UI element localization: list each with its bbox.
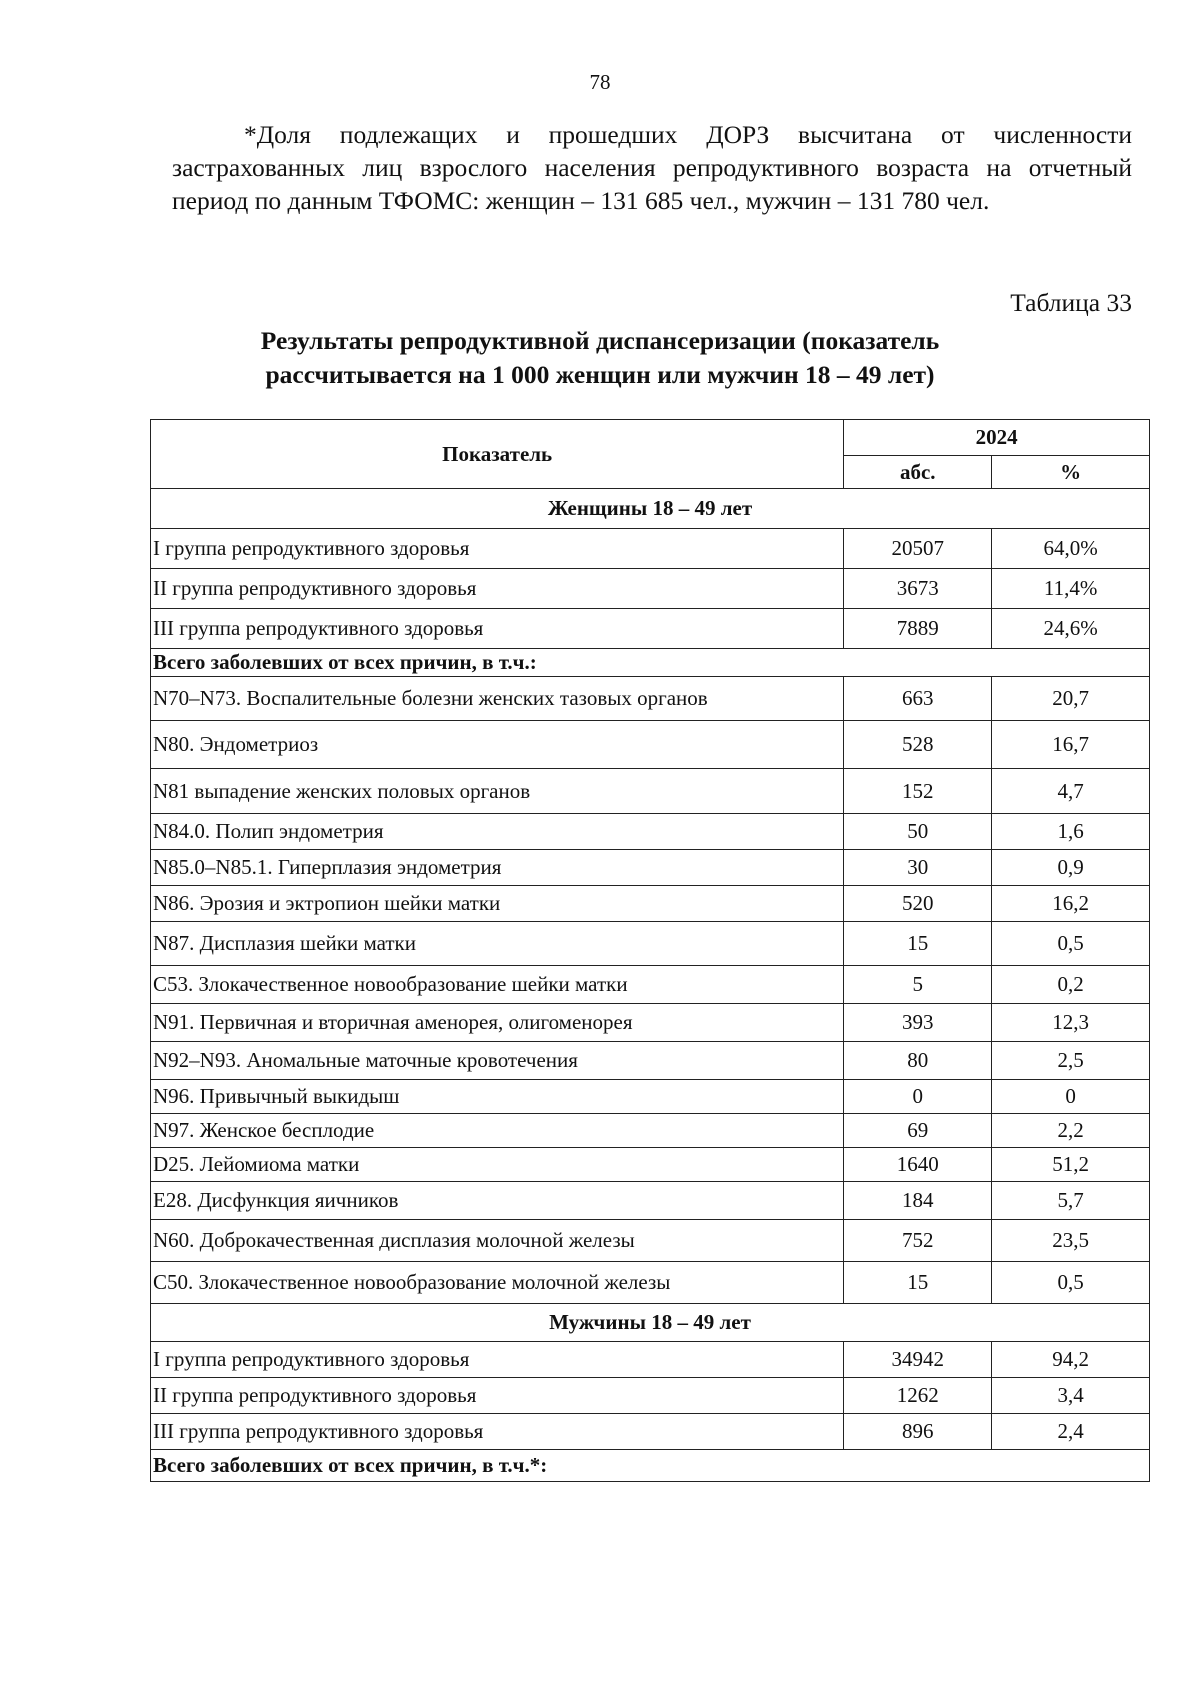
row-abs: 69: [844, 1114, 992, 1148]
row-pct: 24,6%: [992, 609, 1150, 649]
row-pct: 1,6: [992, 814, 1150, 850]
row-abs: 15: [844, 1262, 992, 1304]
table-row: [151, 1042, 1150, 1080]
table-row: [151, 1220, 1150, 1262]
row-pct: 0,2: [992, 966, 1150, 1004]
row-abs: 20507: [844, 529, 992, 569]
row-abs: 0: [844, 1080, 992, 1114]
row-label: II группа репродуктивного здоровья: [151, 1378, 844, 1414]
row-abs: 3673: [844, 569, 992, 609]
row-pct: 23,5: [992, 1220, 1150, 1262]
table-row: [151, 922, 1150, 966]
row-label: III группа репродуктивного здоровья: [151, 1414, 844, 1450]
table-row: [151, 769, 1150, 814]
row-pct: 5,7: [992, 1182, 1150, 1220]
row-abs: 1640: [844, 1148, 992, 1182]
row-label: N60. Доброкачественная дисплазия молочной железы: [151, 1220, 844, 1262]
row-abs: 152: [844, 769, 992, 814]
row-abs: 34942: [844, 1342, 992, 1378]
row-label: N96. Привычный выкидыш: [151, 1080, 844, 1114]
row-abs: 663: [844, 677, 992, 721]
row-label: N85.0–N85.1. Гиперплазия эндометрия: [151, 850, 844, 886]
table-row: [151, 1148, 1150, 1182]
row-pct: 2,4: [992, 1414, 1150, 1450]
row-abs: 15: [844, 922, 992, 966]
table-row: [151, 886, 1150, 922]
row-label: E28. Дисфункция яичников: [151, 1182, 844, 1220]
header-year: 2024: [844, 420, 1150, 456]
row-abs: 50: [844, 814, 992, 850]
table-row: [151, 1342, 1150, 1378]
row-label: D25. Лейомиома матки: [151, 1148, 844, 1182]
row-pct: 16,2: [992, 886, 1150, 922]
row-pct: 0: [992, 1080, 1150, 1114]
row-label: N81 выпадение женских половых органов: [151, 769, 844, 814]
row-pct: 0,5: [992, 1262, 1150, 1304]
table-title-line-2: рассчитывается на 1 000 женщин или мужчин 18 – 49 лет): [265, 360, 935, 389]
table-row: [151, 1114, 1150, 1148]
row-pct: 12,3: [992, 1004, 1150, 1042]
row-label: N92–N93. Аномальные маточные кровотечения: [151, 1042, 844, 1080]
row-abs: 80: [844, 1042, 992, 1080]
row-abs: 184: [844, 1182, 992, 1220]
row-pct: 3,4: [992, 1378, 1150, 1414]
row-label: N86. Эрозия и эктропион шейки матки: [151, 886, 844, 922]
row-pct: 0,9: [992, 850, 1150, 886]
row-abs: 7889: [844, 609, 992, 649]
row-abs: 30: [844, 850, 992, 886]
row-label: N87. Дисплазия шейки матки: [151, 922, 844, 966]
row-label: III группа репродуктивного здоровья: [151, 609, 844, 649]
table-row: [151, 1262, 1150, 1304]
table-row: [151, 569, 1150, 609]
table-caption: Таблица 33: [1010, 288, 1132, 317]
table-row: [151, 1080, 1150, 1114]
table-row: [151, 1004, 1150, 1042]
table-row: [151, 529, 1150, 569]
row-abs: 5: [844, 966, 992, 1004]
table-row: [151, 677, 1150, 721]
row-abs: 1262: [844, 1378, 992, 1414]
table-row: [151, 814, 1150, 850]
footnote-paragraph: *Доля подлежащих и прошедших ДОРЗ высчитана от численности застрахованных лиц взрослого населения репродуктивного возраста на отчетный период по данным ТФОМС: женщин – 131 685 чел., мужчин – 131 780 чел.: [172, 120, 1132, 215]
table-row: [151, 1414, 1150, 1450]
table-row: [151, 609, 1150, 649]
section-women: Женщины 18 – 49 лет: [151, 489, 1150, 529]
row-label: C53. Злокачественное новообразование шейки матки: [151, 966, 844, 1004]
section-men: Мужчины 18 – 49 лет: [151, 1304, 1150, 1342]
row-abs: 752: [844, 1220, 992, 1262]
table-row: [151, 966, 1150, 1004]
row-pct: 51,2: [992, 1148, 1150, 1182]
table-title: [150, 324, 1050, 392]
row-label: N97. Женское бесплодие: [151, 1114, 844, 1148]
row-label: C50. Злокачественное новообразование молочной железы: [151, 1262, 844, 1304]
results-table: [150, 419, 1150, 1482]
row-pct: 11,4%: [992, 569, 1150, 609]
row-pct: 64,0%: [992, 529, 1150, 569]
table-row: [151, 1378, 1150, 1414]
row-label: I группа репродуктивного здоровья: [151, 1342, 844, 1378]
women-total-label: Всего заболевших от всех причин, в т.ч.:: [151, 649, 1150, 677]
row-label: I группа репродуктивного здоровья: [151, 529, 844, 569]
row-label: N80. Эндометриоз: [151, 721, 844, 769]
row-label: N91. Первичная и вторичная аменорея, олигоменорея: [151, 1004, 844, 1042]
row-pct: 20,7: [992, 677, 1150, 721]
table-row: [151, 850, 1150, 886]
page-number: 78: [589, 70, 611, 94]
row-abs: 520: [844, 886, 992, 922]
table-row: [151, 721, 1150, 769]
header-pct: %: [992, 456, 1150, 489]
men-total-label: Всего заболевших от всех причин, в т.ч.*:: [151, 1450, 1150, 1482]
row-pct: 2,2: [992, 1114, 1150, 1148]
row-label: N84.0. Полип эндометрия: [151, 814, 844, 850]
row-abs: 528: [844, 721, 992, 769]
row-abs: 896: [844, 1414, 992, 1450]
header-indicator: Показатель: [151, 420, 844, 489]
row-pct: 16,7: [992, 721, 1150, 769]
table-title-line-1: Результаты репродуктивной диспансеризации (показатель: [260, 326, 940, 355]
row-pct: 0,5: [992, 922, 1150, 966]
row-pct: 4,7: [992, 769, 1150, 814]
row-abs: 393: [844, 1004, 992, 1042]
table-row: [151, 1182, 1150, 1220]
row-label: II группа репродуктивного здоровья: [151, 569, 844, 609]
header-abs: абс.: [844, 456, 992, 489]
row-label: N70–N73. Воспалительные болезни женских тазовых органов: [151, 677, 844, 721]
row-pct: 2,5: [992, 1042, 1150, 1080]
row-pct: 94,2: [992, 1342, 1150, 1378]
